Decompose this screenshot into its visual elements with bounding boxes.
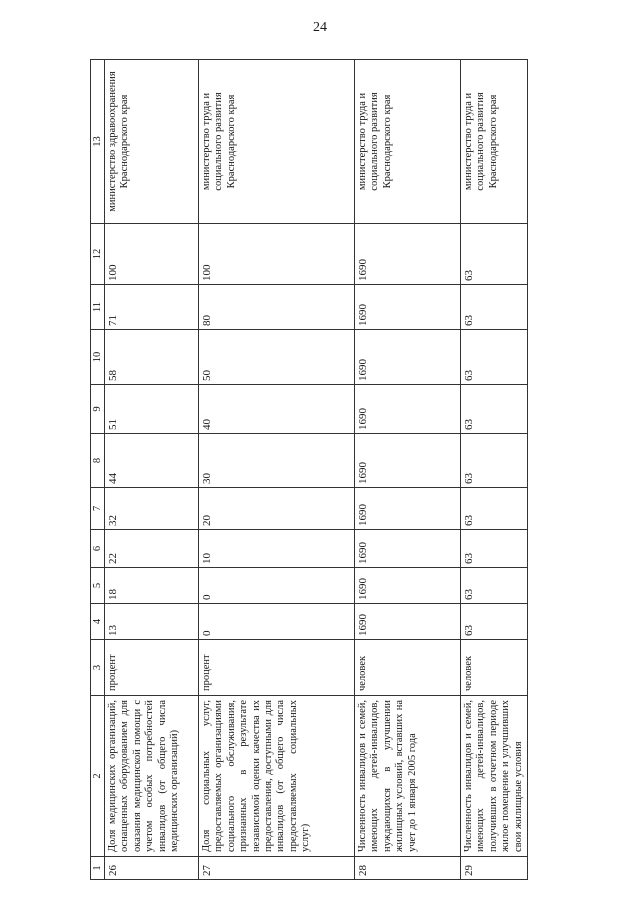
year-value: 51 [105,385,199,434]
year-value: 1690 [355,224,461,285]
year-value: 63 [461,488,528,530]
column-number-header: 10 [91,330,105,385]
indicator-name: Доля медицинских организаций, оснащенных оборудованием для оказания медицинской помощи с учетом особых потребностей инвалидов (от общего числа медицинских организаций) [105,696,199,857]
page-number: 24 [313,20,327,35]
rotated-table [90,60,524,880]
indicator-table-container [90,60,524,880]
unit-of-measure: человек [355,640,461,696]
table-row [199,60,355,880]
executor: министерство здравоохранения Краснодарского края [105,60,199,224]
year-value: 71 [105,285,199,330]
year-value: 63 [461,434,528,488]
year-value: 1690 [355,568,461,604]
year-value: 1690 [355,285,461,330]
column-number-header: 11 [91,285,105,330]
year-value: 63 [461,530,528,568]
executor: министерство труда и социального развития Краснодарского края [355,60,461,224]
year-value: 1690 [355,330,461,385]
row-number: 29 [461,857,528,880]
year-value: 18 [105,568,199,604]
year-value: 100 [199,224,355,285]
column-number-header: 4 [91,604,105,640]
year-value: 44 [105,434,199,488]
year-value: 0 [199,568,355,604]
year-value: 63 [461,224,528,285]
year-value: 80 [199,285,355,330]
year-value: 1690 [355,488,461,530]
column-number-header: 8 [91,434,105,488]
table-row [461,60,528,880]
year-value: 63 [461,568,528,604]
executor: министерство труда и социального развития Краснодарского края [199,60,355,224]
indicator-name: Численность инвалидов и семей, имеющих детей-инвалидов, нуждающихся в улучшении жилищных условий, вставших на учет до 1 января 2005 года [355,696,461,857]
year-value: 50 [199,330,355,385]
table-row [105,60,199,880]
year-value: 40 [199,385,355,434]
year-value: 32 [105,488,199,530]
year-value: 20 [199,488,355,530]
year-value: 63 [461,330,528,385]
year-value: 58 [105,330,199,385]
year-value: 13 [105,604,199,640]
indicator-table [90,59,528,880]
year-value: 1690 [355,604,461,640]
column-number-header: 3 [91,640,105,696]
indicator-name: Доля социальных услуг, предоставляемых организациями социального обслуживания, признанных в результате независимой оценки качества их предоставления, доступными для инвалидов (от общего числа предоставляемых социальных услуг) [199,696,355,857]
row-number: 28 [355,857,461,880]
year-value: 1690 [355,434,461,488]
unit-of-measure: процент [199,640,355,696]
column-number-header: 6 [91,530,105,568]
column-number-header: 12 [91,224,105,285]
column-number-row [91,60,105,880]
year-value: 30 [199,434,355,488]
year-value: 100 [105,224,199,285]
indicator-name: Численность инвалидов и семей, имеющих детей-инвалидов, получивших в отчетном периоде жилое помещение и улучшивших свои жилищные условия [461,696,528,857]
unit-of-measure: процент [105,640,199,696]
year-value: 0 [199,604,355,640]
column-number-header: 13 [91,60,105,224]
year-value: 63 [461,385,528,434]
row-number: 26 [105,857,199,880]
year-value: 1690 [355,530,461,568]
year-value: 63 [461,604,528,640]
column-number-header: 1 [91,857,105,880]
year-value: 63 [461,285,528,330]
year-value: 10 [199,530,355,568]
table-row [355,60,461,880]
column-number-header: 2 [91,696,105,857]
column-number-header: 5 [91,568,105,604]
year-value: 1690 [355,385,461,434]
column-number-header: 9 [91,385,105,434]
unit-of-measure: человек [461,640,528,696]
row-number: 27 [199,857,355,880]
column-number-header: 7 [91,488,105,530]
executor: министерство труда и социального развития Краснодарского края [461,60,528,224]
year-value: 22 [105,530,199,568]
